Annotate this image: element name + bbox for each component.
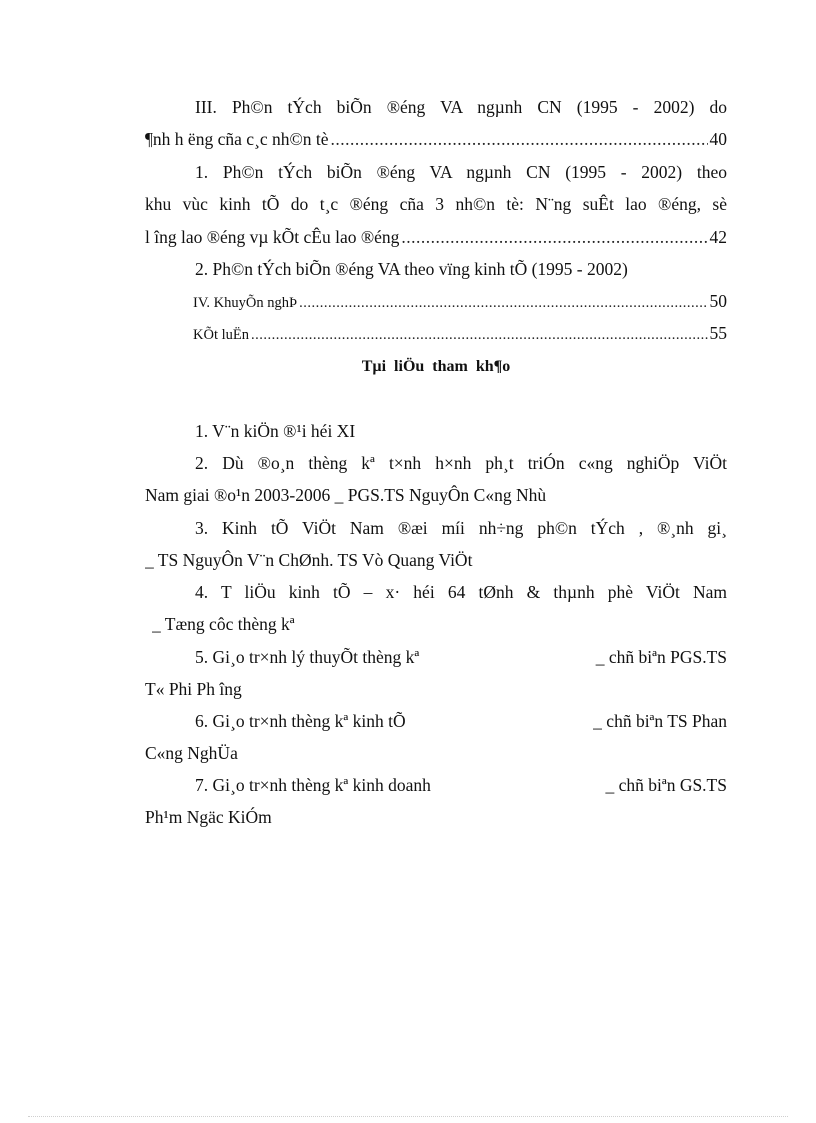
toc-entry-text: l îng lao ®éng vµ kÕt cÊu lao ®éng [145,227,400,247]
reference-item-5-line2: T« Phi Ph îng [145,679,242,699]
toc-entry-text: IV. KhuyÕn nghÞ [193,295,298,311]
reference-item-4-line2: _ Tæng côc thèng kª [152,614,295,634]
toc-entry-text: ¶nh h ëng cña c¸c nh©n tè [145,129,329,149]
dot-leader [299,290,707,314]
toc-page-number: 50 [709,291,727,311]
reference-item-6-editor: _ chñ biªn TS Phan [593,711,727,731]
toc-section-iii-line2[interactable] [145,126,727,152]
reference-item-7-line2: Ph¹m Ngäc KiÓm [145,807,272,827]
dot-leader [401,224,707,250]
reference-item-6-line1: 6. Gi¸o tr×nh thèng kª kinh tÕ [195,711,406,731]
reference-item-4-line1: 4. T liÖu kinh tÕ – x· héi 64 tØnh & thµnh phè ViÖt Nam [195,582,727,602]
reference-item-7-line1: 7. Gi¸o tr×nh thèng kª kinh doanh [195,775,431,795]
toc-page-number: 42 [709,227,727,247]
toc-page-number: 40 [709,129,727,149]
reference-item-3-line1: 3. Kinh tÕ ViÖt Nam ®æi míi nh÷ng ph©n tÝch , ®¸nh gi¸ [195,518,727,538]
reference-item-5-editor: _ chñ biªn PGS.TS [595,647,727,667]
reference-item-3-line2: _ TS NguyÔn V¨n ChØnh. TS Vò Quang ViÖt [145,550,473,570]
reference-item-2-line2: Nam giai ®o¹n 2003-2006 _ PGS.TS NguyÔn C«ng Nhù [145,485,547,505]
toc-item-1-line2: khu vùc kinh tÕ do t¸c ®éng cña 3 nh©n tè: N¨ng suÊt lao ®éng, sè [145,194,727,214]
reference-item-7-editor: _ chñ biªn GS.TS [605,775,727,795]
toc-conclusion[interactable] [193,320,727,346]
toc-page-number: 55 [709,323,727,343]
dot-leader [251,322,708,346]
references-heading: Tµi liÖu tham kh¶o [361,358,511,375]
dot-leader [331,126,708,152]
toc-item-1-line3[interactable] [145,224,727,250]
page-bottom-divider [28,1116,788,1117]
toc-item-1-line1: 1. Ph©n tÝch biÕn ®éng VA ngµnh CN (1995 - 2002) theo [195,162,727,182]
reference-item-5-line1: 5. Gi¸o tr×nh lý thuyÕt thèng kª [195,647,420,667]
toc-item-2-line1: 2. Ph©n tÝch biÕn ®éng VA theo vïng kinh tÕ (1995 - 2002) [195,259,628,279]
toc-entry-text: KÕt luËn [193,327,249,343]
reference-item-2-line1: 2. Dù ®o¸n thèng kª t×nh h×nh ph¸t triÓn c«ng nghiÖp ViÖt [195,453,727,473]
toc-section-iii-line1: III. Ph©n tÝch biÕn ®éng VA ngµnh CN (1995 - 2002) do [195,97,727,117]
toc-section-iv[interactable] [193,288,727,314]
reference-item-6-line2: C«ng NghÜa [145,743,238,763]
reference-item-1: 1. V¨n kiÖn ®¹i héi XI [195,421,356,441]
